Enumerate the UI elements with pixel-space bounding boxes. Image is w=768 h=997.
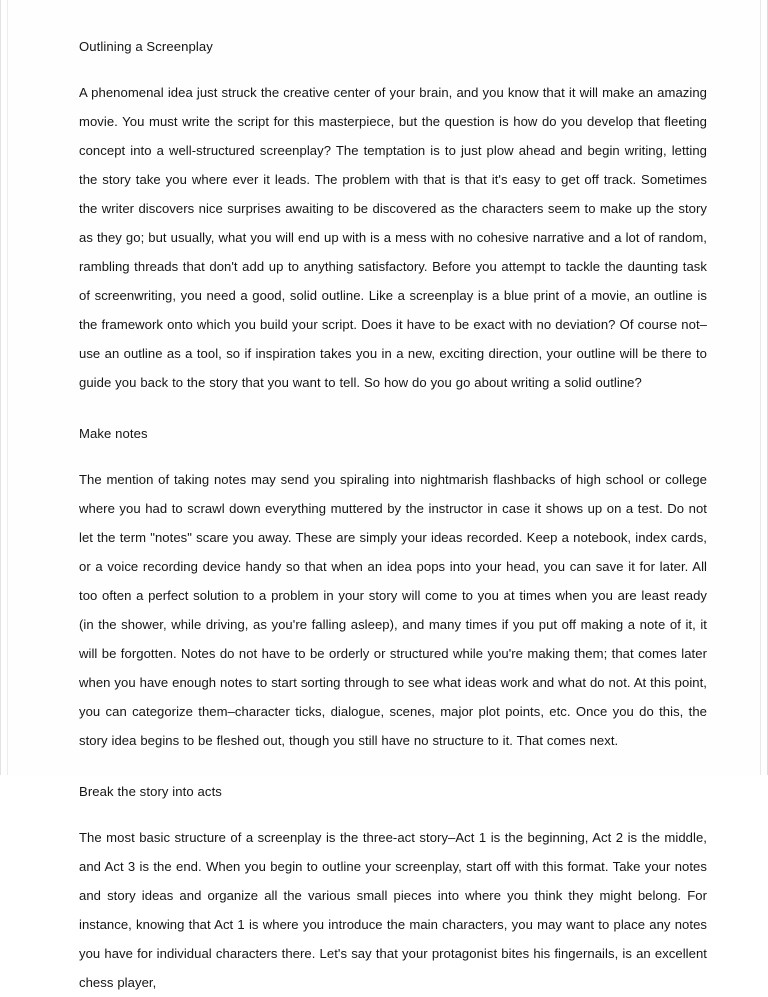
break-story-into-acts-paragraph: The most basic structure of a screenplay is the three-act story–Act 1 is the beginning, Act 2 is the middle, and Act 3 is the end. When you begin to outline your screenplay, start off with this format. Take your notes and story ideas and organize all the various small pieces into where you think they might belong. For instance, knowing that Act 1 is where you introduce the main characters, you may want to place any notes you have for individual characters there. Let's say that your protagonist bites his fingernails, is an excellent chess player, [79, 830, 707, 990]
spacer [79, 61, 707, 78]
page-title: Outlining a Screenplay [79, 39, 213, 54]
intro-paragraph: A phenomenal idea just struck the creative center of your brain, and you know that it will make an amazing movie. You must write the script for this masterpiece, but the question is how do you develop that fleeting concept into a well-structured screenplay? The temptation is to just plow ahead and begin writing, letting the story take you where ever it leads. The problem with that is that it's easy to get off track. Sometimes the writer discovers nice surprises awaiting to be discovered as the characters seem to make up the story as they go; but usually, what you will end up with is a mess with no cohesive narrative and a lot of random, rambling threads that don't add up to anything satisfactory. Before you attempt to tackle the daunting task of screenwriting, you need a good, solid outline. Like a screenplay is a blue print of a movie, an outline is the framework onto which you build your script. Does it have to be exact with no deviation? Of course not–use an outline as a tool, so if inspiration takes you in a new, exciting direction, your outline will be there to guide you back to the story that you want to tell. So how do you go about writing a solid outline? [79, 85, 707, 390]
document-text-column [79, 32, 707, 997]
make-notes-paragraph: The mention of taking notes may send you spiraling into nightmarish flashbacks of high school or college where you had to scrawl down everything muttered by the instructor in case it shows up on a test. Do not let the term "notes" scare you away. These are simply your ideas recorded. Keep a notebook, index cards, or a voice recording device handy so that when an idea pops into your head, you can save it for later. All too often a perfect solution to a problem in your story will come to you at times when you are least ready (in the shower, while driving, as you're falling asleep), and many times if you put off making a note of it, it will be forgotten. Notes do not have to be orderly or structured while you're making them; that comes later when you have enough notes to start sorting through to see what ideas work and what do not. At this point, you can categorize them–character ticks, dialogue, scenes, major plot points, etc. Once you do this, the story idea begins to be fleshed out, though you still have no structure to it. That comes next. [79, 472, 707, 748]
spacer [79, 397, 707, 419]
section-heading-break-the-story-into-acts: Break the story into acts [79, 784, 222, 799]
spacer [79, 448, 707, 465]
spacer [79, 806, 707, 823]
section-heading-make-notes: Make notes [79, 426, 148, 441]
spacer [79, 755, 707, 777]
